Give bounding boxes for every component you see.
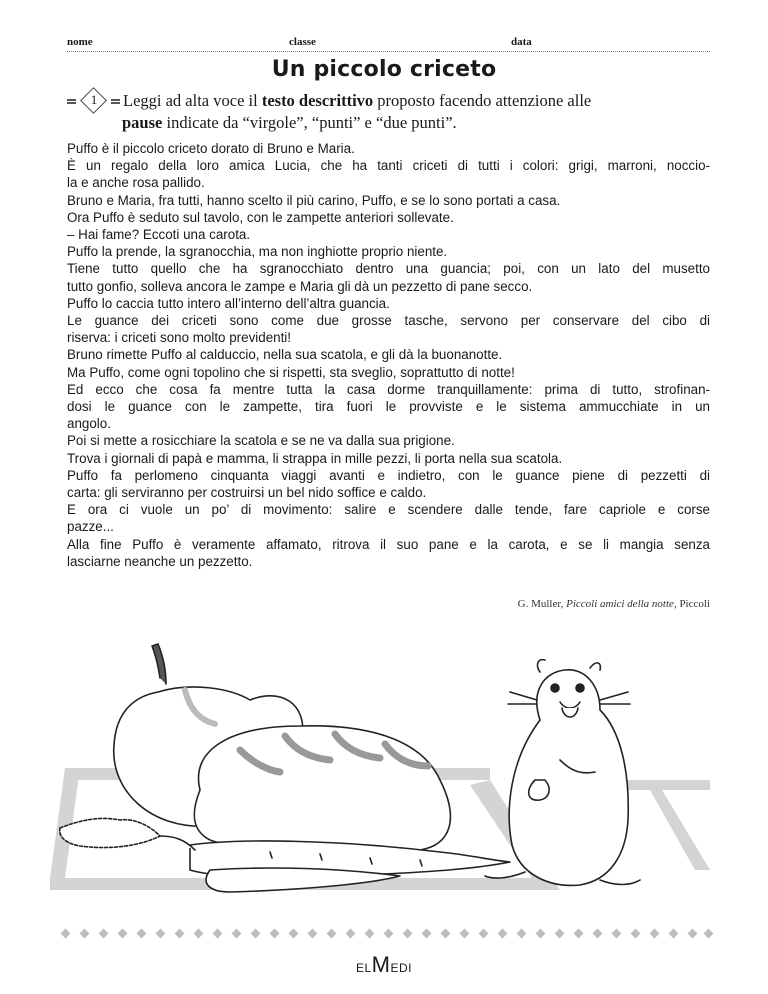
instruction-bold-pause: pause [122, 113, 163, 132]
logo-part-m: M [371, 952, 391, 977]
story-line: carta: gli serviranno per costruirsi un bel nido soffice e caldo. [67, 485, 427, 501]
instruction-bold-term: testo descrittivo [261, 91, 374, 110]
citation-author: G. Muller, [517, 598, 567, 610]
bread-drawing [194, 726, 450, 852]
decorative-dots-row [62, 930, 712, 942]
story-line: – Hai fame? Eccoti una carota. [67, 227, 251, 243]
story-line: angolo. [67, 416, 111, 432]
logo-part-edi: EDI [390, 961, 413, 975]
source-citation [518, 598, 710, 610]
story-line: Le guance dei criceti sono come due grosse tasche, servono per conservare del cibo di [67, 313, 710, 329]
page-title: Un piccolo criceto [271, 57, 497, 82]
story-line: Ma Puffo, come ogni topolino che si rispetti, sta sveglio, soprattutto di notte! [67, 364, 515, 380]
story-line: Alla fine Puffo è veramente affamato, ritrova il suo pane e la carota, e se li mangia senza [67, 536, 710, 552]
story-line: Puffo è il piccolo criceto dorato di Bruno e Maria. [67, 141, 355, 156]
story-line: Bruno e Maria, fra tutti, hanno scelto il più carino, Puffo, e se lo sono portati a casa. [67, 192, 561, 208]
story-line: dosi le guance con le zampette, tira fuori le provviste e le sistema ammucchiate in un [67, 399, 710, 415]
story-line: Puffo fa perlomeno cinquanta viaggi avanti e indietro, con le guance piene di pezzetti di [67, 467, 710, 483]
story-line: Ed ecco che cosa fa mentre tutta la casa dorme tranquillamente: prima di tutto, strofinan- [67, 381, 710, 397]
story-line: lasciarne neanche un pezzetto. [67, 553, 253, 569]
hamster-food-illustration [40, 640, 730, 910]
instruction-text-a: Leggi ad alta voce il [123, 91, 262, 110]
exercise-instruction [67, 90, 712, 134]
story-line: Poi si mette a rosicchiare la scatola e se ne va dalla sua prigione. [67, 433, 455, 449]
exercise-number: 1 [90, 92, 98, 107]
story-line: la e anche rosa pallido. [67, 175, 205, 191]
nome-label: nome [67, 36, 93, 48]
citation-book-title: Piccoli amici della notte [566, 598, 674, 610]
instruction-text-c: indicate da “virgole”, “punti” e “due punti”. [162, 113, 457, 132]
story-line: pazze... [67, 519, 114, 535]
instruction-text-b: proposto facendo attenzione alle [373, 91, 592, 110]
story-line: Ora Puffo è seduto sul tavolo, con le zampette anteriori sollevate. [67, 209, 454, 225]
story-line: E ora ci vuole un po’ di movimento: salire e scendere dalle tende, fare capriole e corse [67, 502, 710, 518]
story-line: Puffo la prende, la sgranocchia, ma non inghiotte proprio niente. [67, 244, 448, 260]
hamster-drawing [485, 660, 640, 886]
story-line: Trova i giornali di papà e mamma, li strappa in mille pezzi, li porta nella sua scatola. [67, 450, 563, 466]
story-line: È un regalo della loro amica Lucia, che ha tanti criceti di tutti i colori: grigi, marroni, noccio- [67, 158, 710, 174]
header-dotted-line [67, 51, 710, 52]
classe-label: classe [289, 36, 316, 48]
story-text [67, 140, 710, 570]
citation-publisher: , Piccoli [673, 598, 710, 610]
story-line: tutto gonfio, solleva ancora le zampe e Maria gli dà un pezzetto di pane secco. [67, 278, 533, 294]
publisher-logo [0, 952, 768, 978]
exercise-number-marker [67, 90, 123, 110]
story-line: riserva: i criceti sono molto previdenti! [67, 330, 292, 346]
student-info-header [67, 36, 710, 52]
story-line: Bruno rimette Puffo al calduccio, nella sua scatola, e gli dà la buonanotte. [67, 347, 503, 363]
data-label: data [511, 36, 532, 48]
story-line: Puffo lo caccia tutto intero all’interno dell’altra guancia. [67, 295, 390, 311]
story-line: Tiene tutto quello che ha sgranocchiato dentro una guancia; poi, con un lato del musetto [67, 261, 710, 277]
logo-part-el: EL [355, 961, 372, 975]
